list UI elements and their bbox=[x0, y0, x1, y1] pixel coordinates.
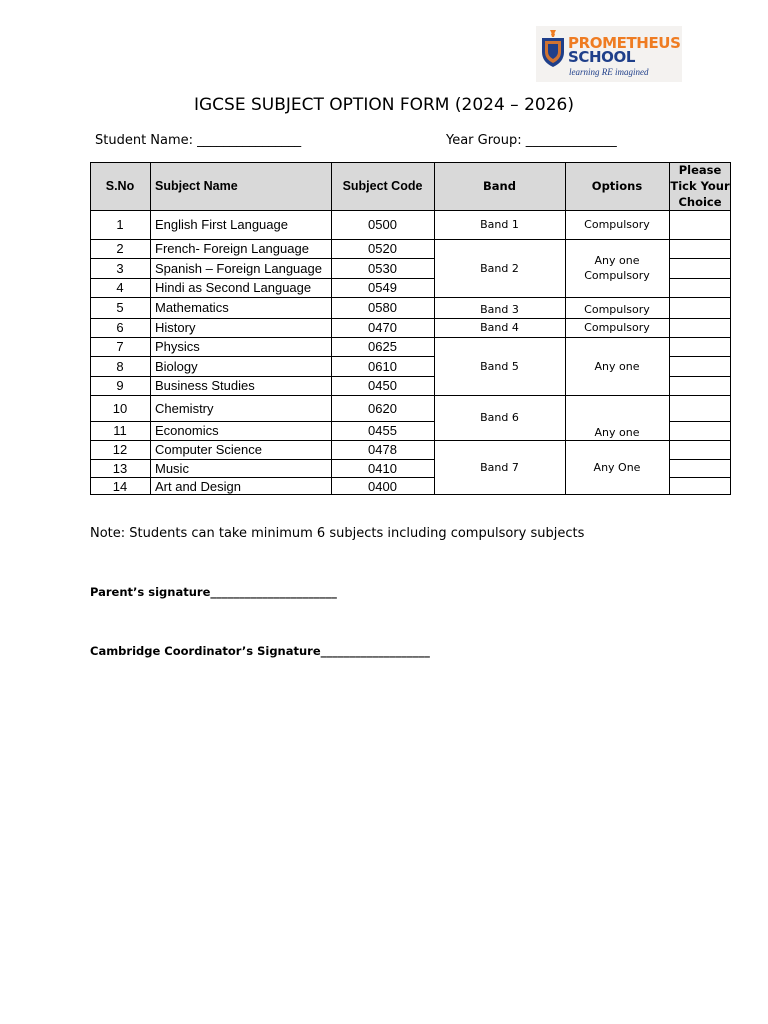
note-text: Note: Students can take minimum 6 subjects including compulsory subjects bbox=[90, 526, 585, 541]
table-row bbox=[90, 459, 434, 477]
table-border bbox=[90, 210, 731, 211]
row-sno: 9 bbox=[116, 378, 124, 393]
table-border bbox=[90, 258, 434, 259]
row-sno: 3 bbox=[116, 260, 124, 276]
table-border bbox=[669, 395, 731, 396]
table-border bbox=[669, 297, 731, 298]
logo-line-2: SCHOOL bbox=[568, 48, 636, 66]
header-sno: S.No bbox=[105, 179, 135, 193]
row-subject-name: History bbox=[155, 320, 196, 335]
tick-choice-box[interactable] bbox=[669, 356, 731, 376]
row-subject-name: Art and Design bbox=[155, 478, 241, 494]
row-subject-name: French- Foreign Language bbox=[155, 241, 309, 256]
tick-choice-box[interactable] bbox=[669, 239, 731, 258]
table-border bbox=[90, 297, 434, 298]
band-cell: Band 4 bbox=[480, 321, 519, 334]
row-subject-code: 0470 bbox=[368, 320, 397, 335]
table-border bbox=[730, 162, 731, 495]
tick-choice-box[interactable] bbox=[669, 477, 731, 495]
table-row bbox=[90, 210, 434, 239]
table-border bbox=[90, 395, 434, 396]
table-border bbox=[90, 459, 434, 460]
row-subject-name: Chemistry bbox=[155, 400, 214, 416]
table-border bbox=[669, 440, 731, 441]
tick-choice-box[interactable] bbox=[669, 258, 731, 278]
table-row bbox=[90, 421, 434, 440]
row-subject-code: 0625 bbox=[368, 339, 397, 354]
band-cell: Band 2 bbox=[480, 261, 519, 275]
row-subject-code: 0455 bbox=[368, 423, 397, 438]
table-border bbox=[434, 239, 669, 240]
option-cell: Any one bbox=[594, 359, 640, 373]
band-cell: Band 1 bbox=[480, 218, 519, 231]
tick-choice-box[interactable] bbox=[669, 337, 731, 356]
row-subject-code: 0610 bbox=[368, 358, 397, 374]
band-cell: Band 7 bbox=[480, 461, 519, 474]
logo-line-1: PROMETHEUS bbox=[568, 34, 681, 52]
row-subject-code: 0620 bbox=[368, 400, 397, 416]
header-band: Band bbox=[483, 179, 516, 193]
table-border bbox=[669, 459, 731, 460]
option-cell: Any one bbox=[594, 425, 640, 439]
header-subject-name: Subject Name bbox=[155, 179, 238, 193]
table-border bbox=[434, 395, 669, 396]
row-subject-name: Computer Science bbox=[155, 442, 262, 457]
row-sno: 10 bbox=[112, 400, 128, 416]
coordinator-signature-line[interactable]: Cambridge Coordinator’s Signature___________________ bbox=[90, 644, 430, 658]
row-subject-name: Physics bbox=[155, 339, 200, 354]
school-logo bbox=[536, 26, 682, 82]
table-row bbox=[90, 278, 434, 297]
table-border bbox=[669, 421, 731, 422]
band-cell: Band 6 bbox=[480, 411, 519, 424]
option-cell: Compulsory bbox=[584, 321, 650, 334]
row-subject-name: Spanish – Foreign Language bbox=[155, 260, 322, 276]
option-cell: Compulsory bbox=[584, 303, 650, 316]
band-cell: Band 5 bbox=[480, 359, 519, 373]
table-border bbox=[434, 337, 669, 338]
table-border bbox=[90, 421, 434, 422]
table-border bbox=[669, 318, 731, 319]
table-border bbox=[669, 278, 731, 279]
form-title: IGCSE SUBJECT OPTION FORM (2024 – 2026) bbox=[194, 95, 574, 115]
row-sno: 4 bbox=[116, 280, 124, 295]
row-sno: 6 bbox=[116, 320, 124, 335]
row-sno: 7 bbox=[116, 339, 124, 354]
option-cell: Any One bbox=[593, 461, 641, 474]
row-subject-name: English First Language bbox=[155, 217, 288, 232]
tick-choice-box[interactable] bbox=[669, 459, 731, 477]
row-sno: 5 bbox=[116, 300, 124, 315]
row-sno: 14 bbox=[112, 478, 128, 494]
tick-choice-box[interactable] bbox=[669, 318, 731, 337]
row-subject-name: Business Studies bbox=[155, 378, 255, 393]
tick-choice-box[interactable] bbox=[669, 210, 731, 239]
student-name-field[interactable]: Student Name: ________________ bbox=[95, 133, 302, 148]
tick-choice-box[interactable] bbox=[669, 376, 731, 395]
table-row bbox=[90, 376, 434, 395]
row-subject-code: 0500 bbox=[368, 217, 397, 232]
table-border bbox=[150, 162, 151, 495]
school-crest-icon bbox=[540, 28, 566, 68]
table-border bbox=[90, 239, 434, 240]
row-subject-code: 0410 bbox=[368, 460, 397, 476]
table-border bbox=[90, 162, 731, 163]
tick-choice-box[interactable] bbox=[669, 278, 731, 297]
table-border bbox=[669, 376, 731, 377]
option-cell: Compulsory bbox=[584, 218, 650, 231]
row-subject-code: 0580 bbox=[368, 300, 397, 315]
table-row bbox=[90, 440, 434, 459]
tick-choice-box[interactable] bbox=[669, 421, 731, 440]
row-subject-code: 0478 bbox=[368, 442, 397, 457]
subject-option-table bbox=[90, 162, 731, 495]
table-row bbox=[90, 297, 434, 318]
row-subject-name: Economics bbox=[155, 423, 219, 438]
table-border bbox=[90, 278, 434, 279]
header-options: Options bbox=[591, 179, 643, 193]
band-cell: Band 3 bbox=[480, 303, 519, 316]
table-border bbox=[669, 356, 731, 357]
header-subject-code: Subject Code bbox=[342, 179, 423, 193]
table-border bbox=[90, 494, 731, 495]
row-subject-code: 0400 bbox=[368, 478, 397, 494]
table-row bbox=[90, 395, 434, 421]
row-subject-code: 0530 bbox=[368, 260, 397, 276]
header-tick-choice: Please Tick Your Choice bbox=[670, 163, 730, 209]
table-border bbox=[90, 337, 434, 338]
tick-choice-box[interactable] bbox=[669, 395, 731, 421]
parent-signature-line[interactable]: Parent’s signature______________________ bbox=[90, 585, 337, 599]
row-sno: 2 bbox=[116, 241, 124, 256]
row-subject-name: Mathematics bbox=[155, 300, 229, 315]
table-border bbox=[90, 376, 434, 377]
row-subject-code: 0450 bbox=[368, 378, 397, 393]
table-border bbox=[434, 440, 669, 441]
table-border bbox=[90, 477, 434, 478]
table-row bbox=[90, 356, 434, 376]
row-subject-code: 0549 bbox=[368, 280, 397, 295]
row-sno: 8 bbox=[116, 358, 124, 374]
row-sno: 12 bbox=[112, 442, 128, 457]
table-border bbox=[90, 162, 91, 495]
row-subject-code: 0520 bbox=[368, 241, 397, 256]
table-border bbox=[434, 162, 435, 495]
row-subject-name: Music bbox=[155, 460, 189, 476]
table-row bbox=[90, 318, 434, 337]
table-row bbox=[90, 337, 434, 356]
table-border bbox=[434, 318, 669, 319]
row-sno: 13 bbox=[112, 460, 128, 476]
table-row bbox=[90, 239, 434, 258]
row-subject-name: Hindi as Second Language bbox=[155, 280, 312, 295]
row-subject-name: Biology bbox=[155, 358, 198, 374]
table-row bbox=[90, 258, 434, 278]
table-border bbox=[669, 239, 731, 240]
table-border bbox=[669, 337, 731, 338]
table-border bbox=[90, 318, 434, 319]
table-border bbox=[669, 477, 731, 478]
table-border bbox=[90, 356, 434, 357]
tick-choice-box[interactable] bbox=[669, 297, 731, 318]
table-border bbox=[434, 297, 669, 298]
row-sno: 11 bbox=[113, 423, 127, 438]
table-border bbox=[565, 162, 566, 495]
table-border bbox=[669, 162, 670, 495]
year-group-field[interactable]: Year Group: ______________ bbox=[446, 133, 617, 148]
table-row bbox=[90, 477, 434, 495]
table-border bbox=[90, 440, 434, 441]
option-cell: Any one Compulsory bbox=[584, 254, 650, 282]
logo-tagline: learning RE imagined bbox=[569, 67, 649, 77]
table-border bbox=[669, 258, 731, 259]
table-border bbox=[331, 162, 332, 495]
tick-choice-box[interactable] bbox=[669, 440, 731, 459]
row-sno: 1 bbox=[116, 217, 124, 232]
